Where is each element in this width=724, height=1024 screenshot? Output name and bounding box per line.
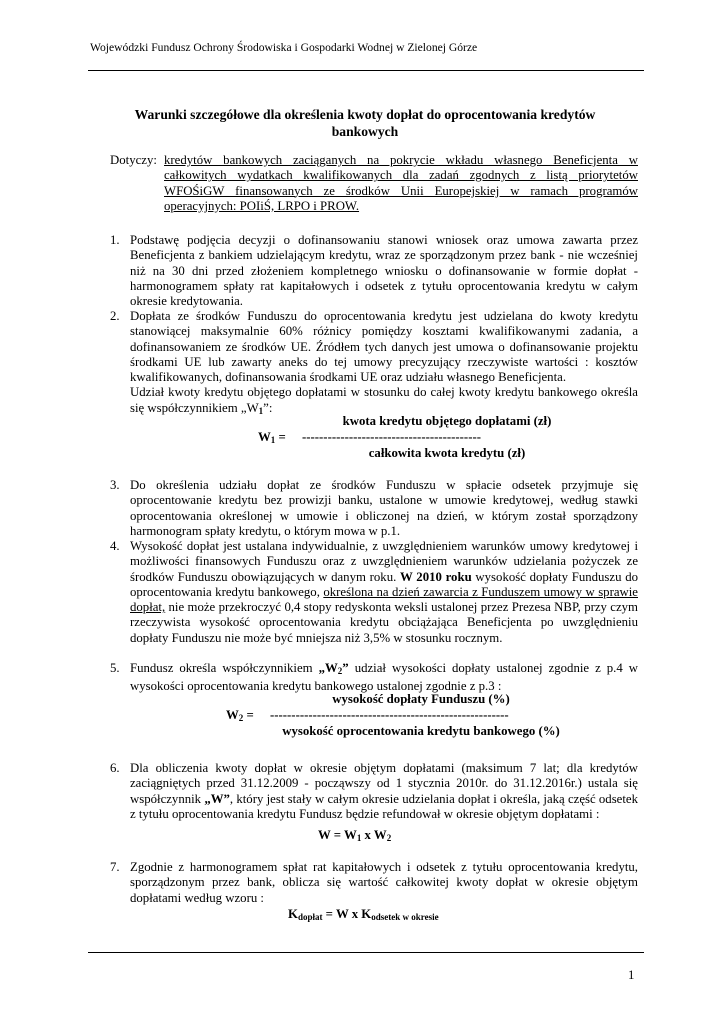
w1-fraction-line: ------------------------------------------	[302, 430, 481, 444]
item-text-w1: Udział kwoty kredytu objętego dopłatami w stosunku do całej kwoty kredytu bankowego określa się współczynnikiem $„W_1$”:	[130, 385, 638, 416]
w1-lhs: $W_1$ =	[258, 430, 286, 445]
item-number: 4.	[110, 539, 120, 553]
page-number: 1	[628, 968, 635, 982]
list-item-6	[110, 761, 638, 822]
item-text: Dopłata ze środków Funduszu do oprocentowania kredytu jest udzielana do kwoty kredytu stanowiącej maksymalnie 60% różnicy pomiędzy kosztami kwalifikowanymi zadania, a dofinansowaniem ze środków UE. Źródłem tych danych jest umowa o dofinansowanie projektu środkami UE lub zawarty aneks do tej umowy precyzujący rzeczywiste wartości : kosztów kwalifikowanych, dofinansowania środkami UE oraz udziału własnego Beneficjenta.	[130, 309, 638, 385]
w2-numerator: wysokość dopłaty Funduszu (%)	[332, 692, 510, 706]
item-text: Zgodnie z harmonogramem spłat rat kapitałowych i odsetek z tytułu oprocentowania kredytu, sporządzonym przez bank, oblicza się wartość całkowitej kwoty dopłat w okresie objętym dopłatami według wzoru :	[130, 860, 638, 905]
page-header: Wojewódzki Fundusz Ochrony Środowiska i Gospodarki Wodnej w Zielonej Górze	[90, 41, 478, 54]
dotyczy-label: Dotyczy:	[110, 153, 157, 167]
item-number: 3.	[110, 478, 120, 492]
w2-denominator: wysokość oprocentowania kredytu bankowego (%)	[282, 724, 560, 738]
dotyczy-text: kredytów bankowych zaciąganych na pokrycie wkładu własnego Beneficjenta w całkowitych wydatkach kwalifikowanych dla zadań zgodnych z listą priorytetów WFOŚiGW finansowanych ze środków Unii Europejskiej w ramach programów operacyjnych: POIiŚ, LRPO i PROW.	[164, 153, 638, 213]
w1-denominator: całkowita kwota kredytu (zł)	[368, 446, 526, 460]
item-text: Fundusz określa współczynnikiem $„W_2$” udział wysokości dopłaty ustalonej zgodnie z p.4 w wysokości oprocentowania kredytu bankowego ustalonej zgodnie z p.3 :	[130, 661, 638, 694]
item-number: 1.	[110, 233, 120, 247]
item-text: Dla obliczenia kwoty dopłat w okresie objętym dopłatami (maksimum 7 lat; dla kredytów zaciągniętych przed 31.12.2009 - począwszy od 1 stycznia 2010r. do 31.12.2016r.) ustala się współczynnik „W”, który jest stały w całym okresie udzielania dopłat i określa, jaką część odsetek z tytułu oprocentowania kredytu Fundusz będzie refundował w okresie objętym dopłatami :	[130, 761, 638, 821]
w2-fraction-line: --------------------------------------------------------	[270, 708, 509, 722]
list-item-3	[110, 478, 638, 539]
list-item-7	[110, 860, 638, 906]
item-text: Podstawę podjęcia decyzji o dofinansowaniu stanowi wniosek oraz umowa zawarta przez Beneficjenta z bankiem udzielającym kredytu, wraz ze sporządzonym przez bank - nie wcześniej niż na 30 dni przed złożeniem kompletnego wniosku o dofinansowanie w formie dopłat - harmonogramem spłaty rat kapitałowych i odsetek z tytułu oprocentowania kredytu w całym okresie kredytowania.	[130, 233, 638, 309]
item-number: 5.	[110, 661, 120, 675]
footer-rule	[88, 952, 644, 953]
list-item-1	[110, 233, 638, 309]
item-number: 2.	[110, 309, 120, 323]
header-rule	[88, 70, 644, 71]
item-text: Do określenia udziału dopłat ze środków Funduszu w spłacie odsetek przyjmuje się oprocentowanie kredytu bez prowizji banku, ustalone w umowie kredytowej, według stawki oprocentowania określonej w umowie i obliczonej na dzień, w którym został sporządzony harmonogram spłaty kredytu, o którym mowa w p.1.	[130, 478, 638, 538]
list-item-4	[110, 539, 638, 646]
item-number: 7.	[110, 860, 120, 874]
item-text: Wysokość dopłat jest ustalana indywidualnie, z uwzględnieniem warunków umowy kredytowej i możliwości finansowych Funduszu oraz z uwzględnieniem warunków udzielania pożyczek ze środków Funduszu obowiązujących w danym roku. W 2010 roku wysokość dopłaty Funduszu do oprocentowania kredytu bankowego, określona na dzień zawarcia z Funduszem umowy w sprawie dopłat, nie może przekroczyć 0,4 stopy redyskonta weksli ustalonej przez Prezesa NBP, przy czym rzeczywista wysokość oprocentowania kredytu obciążająca Beneficjenta po uwzględnieniu dopłaty Funduszu nie może być mniejsza niż 3,5% w stosunku rocznym.	[130, 539, 638, 645]
list-item-5	[110, 661, 638, 695]
k-formula: $K_{dopłat} = W$ x $K_{odsetek w okresie}$	[288, 907, 439, 922]
w-formula: $W = W_1$ x $W_2$	[318, 828, 392, 843]
list-item-2	[110, 309, 638, 419]
w1-numerator: kwota kredytu objętego dopłatami (zł)	[342, 414, 552, 428]
w2-lhs: $W_2$ =	[226, 708, 254, 723]
document-title: Warunki szczegółowe dla określenia kwoty dopłat do oprocentowania kredytów bankowych	[134, 107, 596, 139]
item-number: 6.	[110, 761, 120, 775]
